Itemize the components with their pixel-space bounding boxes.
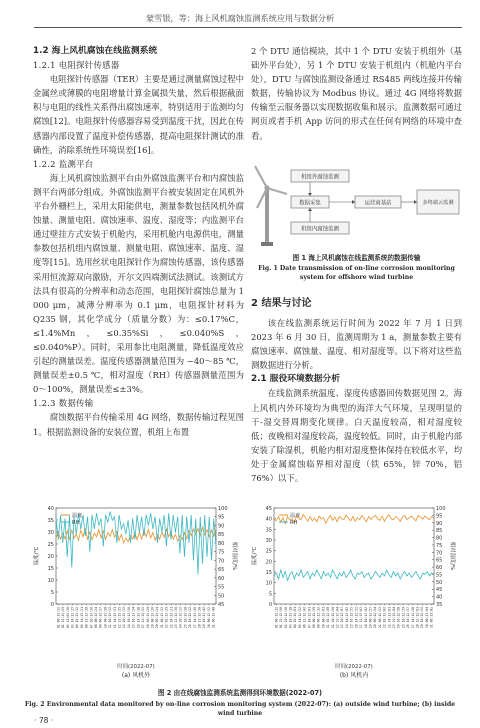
- section-heading-2-1: 2.1 服役环境数据分析: [251, 374, 341, 385]
- section-heading-2: 2 结果与讨论: [251, 298, 312, 309]
- y-tick-label-b: 45: [265, 506, 272, 512]
- y2-tick-label-b: 45: [436, 587, 443, 594]
- x-axis-title-b: 时间(2022-07): [335, 664, 373, 670]
- x-tick-label-b: 16 14:12:52: [354, 607, 359, 629]
- x-tick-label-a: 16 14:13:18: [136, 607, 141, 629]
- x-tick-label-b: 05 14:12:52: [297, 607, 302, 629]
- box3-label: 数据采集: [299, 200, 321, 207]
- x-tick-label-a: 18 10:13:29: [145, 607, 150, 629]
- figure-1-caption-zh: 图 1 海上风机腐蚀在线监测系统的数据传输: [292, 254, 421, 262]
- x-tick-label-a: 03 18:13:35: [70, 607, 75, 629]
- box5-label: 多终端云监测: [422, 200, 454, 206]
- y-tick-label-a: 10: [47, 578, 54, 584]
- box4-label: 运营商基站: [364, 200, 392, 207]
- box2-label: 机组内腐蚀监测: [301, 226, 339, 233]
- y2-tick-label-a: 75: [218, 549, 225, 556]
- box-data-acquisition: [291, 196, 329, 208]
- y-axis-title-a: 温度/℃: [34, 546, 40, 566]
- x-tick-label-b: 27 14:12:58: [410, 607, 415, 629]
- x-tick-label-b: 20 06:12:54: [373, 607, 378, 629]
- y2-tick-label-b: 60: [436, 565, 443, 572]
- x-tick-label-b: 26 16:12:57: [406, 607, 411, 629]
- paragraph-data-transmission: 腐蚀数据平台传输采用 4G 网络，数据传输过程见图 1。根据监测设备的安装位置，机组上布置: [33, 412, 244, 437]
- y2-tick-label-b: 75: [436, 542, 443, 549]
- y2-tick-label-a: 70: [218, 558, 225, 565]
- y2-tick-label-b: 85: [436, 528, 443, 535]
- x-tick-label-b: 02 20:12:36: [283, 607, 288, 629]
- x-tick-label-b: 19 08:12:57: [368, 607, 373, 629]
- y-tick-label-b: 0: [268, 602, 272, 608]
- y2-tick-label-a: 65: [218, 567, 225, 574]
- x-tick-label-a: 14 18:13:36: [126, 607, 131, 629]
- subsection-heading-1-2-3: 1.2.3 数据传输: [33, 398, 94, 409]
- y2-tick-label-b: 90: [436, 520, 443, 527]
- x-tick-label-a: 15 16:13:24: [131, 607, 136, 629]
- x-tick-label-a: 25 18:13:30: [183, 607, 188, 629]
- y2-tick-label-b: 40: [436, 594, 443, 601]
- x-tick-label-b: 22 02:13:02: [382, 607, 387, 629]
- x-tick-label-a: 24 20:13:32: [178, 607, 183, 629]
- x-tick-label-a: 05 14:13:31: [79, 607, 84, 629]
- y-tick-label-b: 30: [265, 538, 272, 544]
- x-tick-label-b: 04 16:13:01: [293, 607, 298, 629]
- right-column-top: [251, 44, 462, 143]
- y2-tick-label-a: 60: [218, 575, 225, 582]
- left-column: [33, 44, 244, 439]
- y2-tick-label-b: 50: [436, 579, 443, 586]
- y-tick-label-b: 25: [265, 548, 272, 555]
- x-tick-label-a: 22 24:13:31: [169, 607, 174, 629]
- figure-2-caption-zh: 图 2 由在线腐蚀监测系统监测得到环境数据(2022-07): [157, 689, 323, 697]
- box-cloud-terminals: [417, 190, 459, 214]
- x-tick-label-a: 23 22:13:36: [174, 607, 178, 629]
- y2-tick-label-a: 85: [218, 532, 225, 539]
- x-tick-label-b: 03 18:13:10: [288, 607, 293, 629]
- x-tick-label-b: 11 02:12:49: [326, 607, 331, 629]
- x-tick-label-b: 17 12:13:03: [359, 607, 364, 629]
- paragraph-resistance-probe: 电阻探针传感器（TER）主要是通过测量腐蚀过程中金属丝或薄膜的电阻增量计算金属损失量，然后根据截面积与电阻的线性关系得出腐蚀速率，特别适用于监测均匀腐蚀[12]。电阻探针传感器容易受到温度干扰，因此在传感器内部设置了温度补偿传感器，提高电阻探针测试的准确性，消除系统性环境误差[16]。: [33, 74, 244, 155]
- x-tick-label-a: 26 16:13:22: [188, 607, 193, 629]
- x-tick-label-b: 12 22:13:04: [335, 607, 340, 629]
- wind-turbine-icon: [255, 166, 287, 246]
- subsection-heading-1-2-1: 1.2.1 电阻探针传感器: [33, 60, 120, 71]
- paragraph-dtu: 2 个 DTU 通信模块，其中 1 个 DTU 安装于机组外（基础外平台处），另 1 个 DTU 安装于机组内（机舱内平台处），DTU 与腐蚀监测设备通过 RS485 两线连接并传输数据，传输协议为 Modbus 协议。通过 4G 网络将数据传输至云服务器以实现数据收集和展示。监测数据可通过网页或者手机 App 访问的形式在任何有网络的环境中查看。: [251, 46, 462, 141]
- x-tick-label-b: 25 18:12:59: [401, 607, 406, 629]
- y2-axis-title-b: 相对湿度/%: [449, 541, 455, 571]
- x-tick-label-a: 19 08:13:36: [150, 607, 155, 629]
- x-tick-label-a: 17 12:13:52: [141, 607, 146, 629]
- paragraph-monitoring-platform: 海上风机腐蚀监测平台由外腐蚀监测平台和内腐蚀监测平台两部分组成。外腐蚀监测平台被安装固定在风机外平台外栅栏上，采用太阳能供电，测量参数包括风机外腐蚀量、测量电阻、腐蚀速率、温度、湿度等；内监测平台通过壁挂方式安装于机舱内，采用机舱内电源供电，测量参数包括机组内腐蚀量、测量电阻、腐蚀速率、温度、湿度等[15]。选用丝状电阻探针作为腐蚀传感器，该传感器采用恒流源双向激励，开尔文四端测试法测试。该测试方法具有很高的分辨率和动态范围，电阻探针腐蚀总量为 1 000 μm，减薄分辨率为 0.1 μm，电阻探针材料为 Q235 钢，其化学成分（质量分数）为：≤0.17%C，≤1.4%Mn，≤0.35%Si，≤0.040%S，≤0.040%P）。同时，采用参比电阻测量，降低温度效应引起的测量误差。温度传感器测量范围为 −40～85 ℃，测量误差±0.5 ℃，相对湿度（RH）传感器测量范围为 0～100%，测量误差≤±3%。: [33, 172, 244, 395]
- x-tick-label-a: 12 22:13:35: [117, 607, 122, 629]
- y-tick-label-b: 40: [265, 516, 272, 523]
- y-tick-label-a: 5: [50, 590, 54, 596]
- y2-tick-label-a: 50: [218, 593, 225, 600]
- x-tick-label-b: 28 12:13:01: [415, 607, 420, 629]
- x-tick-label-b: 24 20:12:58: [396, 607, 401, 629]
- header-rule: [34, 27, 462, 28]
- y-tick-label-a: 30: [47, 530, 54, 536]
- box-base-station: [355, 196, 401, 208]
- box1-label: 机组外腐蚀监测: [301, 174, 339, 181]
- x-tick-label-b: 14 18:13:02: [344, 607, 349, 629]
- x-tick-label-b: 06 12:12:42: [302, 607, 307, 629]
- y-tick-label-a: 25: [47, 542, 54, 548]
- section-heading-1-2: 1.2 海上风机腐蚀在线监测系统: [33, 46, 158, 56]
- x-tick-label-b: 18 10:13:02: [363, 607, 368, 629]
- x-tick-label-a: 11 24:13:31: [112, 607, 117, 629]
- y2-tick-label-a: 80: [218, 540, 225, 547]
- x-tick-label-b: 08 08:12:59: [312, 607, 316, 629]
- y2-tick-label-a: 90: [218, 523, 225, 530]
- x-tick-label-a: 11 02:13:32: [108, 607, 113, 629]
- x-tick-label-a: 06 12:13:30: [84, 607, 89, 629]
- y-axis-title-b: 温度/℃: [252, 546, 258, 566]
- x-tick-label-b: 23 22:13:04: [392, 607, 396, 629]
- x-tick-label-a: 22 02:13:29: [164, 607, 169, 629]
- x-tick-label-a: 09 06:13:37: [98, 607, 103, 629]
- figure-2-charts: [30, 504, 466, 684]
- x-tick-label-b: 11 24:12:58: [330, 607, 335, 629]
- y2-tick-label-b: 80: [436, 535, 443, 542]
- y2-tick-label-b: 55: [436, 572, 443, 579]
- figure-1-captions: [251, 253, 462, 282]
- x-tick-label-b: 01 22:12:50: [279, 607, 284, 629]
- y2-tick-label-b: 95: [436, 513, 443, 520]
- legend-rh-label-a: RH: [72, 520, 80, 526]
- x-tick-label-b: 29 10:12:55: [420, 607, 425, 629]
- y-tick-label-a: 0: [50, 602, 54, 608]
- x-tick-label-b: 10 04:13:01: [321, 607, 326, 629]
- legend-temp-label-b: 温度: [290, 513, 301, 519]
- figure-1-diagram: [251, 160, 462, 250]
- rh-line-a: [56, 511, 216, 574]
- legend-rh-label-b: RH: [290, 520, 298, 526]
- x-tick-label-a: 01 00:13:32: [56, 607, 61, 629]
- subplot-label-a: (a) 风机外: [121, 672, 151, 679]
- legend-temp-label-a: 温度: [72, 513, 83, 519]
- y-tick-label-b: 20: [265, 559, 272, 566]
- y-tick-label-a: 35: [47, 518, 54, 524]
- box-internal-monitoring: [291, 222, 349, 234]
- y-tick-label-a: 20: [47, 554, 54, 560]
- y-tick-label-a: 15: [47, 566, 54, 572]
- y2-axis-title-a: 相对湿度/%: [231, 541, 237, 571]
- x-tick-label-a: 01 22:13:29: [61, 607, 66, 629]
- x-tick-label-a: 30 08:13:32: [206, 607, 211, 629]
- y2-tick-label-b: 65: [436, 557, 443, 564]
- y-tick-label-a: 40: [47, 506, 54, 512]
- subsection-heading-1-2-2: 1.2.2 监测平台: [33, 158, 94, 169]
- figure-2-caption-en: Fig. 2 Environmental data monitored by on-line corrosion monitoring system (2022-07): (a) outside wind turbine; (b) inside wind turbine: [24, 701, 456, 717]
- x-tick-label-a: 10 04:13:30: [103, 607, 108, 629]
- y-tick-label-b: 5: [268, 591, 272, 598]
- x-tick-label-b: 07 10:13:01: [307, 607, 312, 629]
- plot-frame-b: [274, 508, 434, 604]
- right-column-bottom: [251, 290, 462, 485]
- y2-tick-label-b: 100: [436, 506, 446, 512]
- x-tick-label-a: 21 04:13:32: [159, 607, 164, 629]
- x-tick-label-b: 09 06:13:12: [316, 607, 321, 629]
- x-tick-label-b: 21 04:12:53: [377, 607, 382, 629]
- x-tick-label-b: 30 08:13:04: [424, 607, 429, 629]
- x-axis-title-a: 时间(2022-07): [117, 664, 155, 670]
- x-tick-label-b: 13 20:13:07: [340, 607, 345, 629]
- subplot-label-b: (b) 风机内: [339, 672, 369, 679]
- x-tick-label-a: 08 08:13:24: [94, 607, 98, 629]
- x-tick-label-b: 15 16:12:55: [349, 607, 354, 629]
- rh-line-b: [274, 570, 434, 580]
- y-tick-label-b: 10: [265, 580, 272, 587]
- x-tick-label-b: 01 00:12:12: [274, 607, 279, 629]
- x-tick-label-b: 31 06:13:02: [429, 607, 434, 629]
- y2-tick-label-b: 70: [436, 550, 443, 557]
- x-tick-label-a: 20 06:13:24: [155, 607, 160, 629]
- x-tick-label-a: 28 12:13:30: [197, 607, 202, 629]
- y-tick-label-b: 35: [265, 527, 272, 534]
- y-tick-label-b: 15: [265, 570, 272, 576]
- x-tick-label-a: 07 10:13:36: [89, 607, 94, 629]
- paragraph-results-intro: 该在线监测系统运行时间为 2022 年 7 月 1 日到 2023 年 6 月 30 日，监测周期为 1 a，测量参数主要有腐蚀速率、腐蚀量、温度、相对湿度等。以下将对这些监测数据进行分析。: [251, 318, 462, 371]
- figure-1-caption-en: Fig. 1 Date transmission of on-line corrosion monitoring system for offshore wind turbine: [258, 265, 455, 281]
- box-external-monitoring: [291, 170, 349, 182]
- page-number: · 78 ·: [34, 716, 54, 725]
- y2-tick-label-a: 100: [218, 506, 228, 512]
- running-head: 蒙雪银，等：海上风机腐蚀监测系统应用与数据分析: [145, 13, 335, 23]
- x-tick-label-a: 13 20:13:32: [122, 607, 127, 629]
- x-tick-label-a: 04 16:13:32: [75, 607, 80, 629]
- x-tick-label-a: 27 14:13:36: [192, 607, 197, 629]
- y2-tick-label-a: 95: [218, 514, 225, 521]
- x-tick-label-a: 02 21:03:36: [65, 607, 70, 629]
- x-tick-label-a: 31 06:13:40: [211, 607, 216, 629]
- x-tick-label-a: 29 10:13:42: [202, 607, 207, 629]
- x-tick-label-b: 22 24:13:01: [387, 607, 392, 629]
- y2-tick-label-b: 35: [436, 602, 443, 608]
- paragraph-environment: 在线监测系统温度、湿度传感器回传数据见图 2。海上风机内外环境均为典型的海洋大气环境，呈现明显的干-湿交替周期变化规律。白天温度较高，相对湿度较低；夜晚相对湿度较高，温度较低。同时，由于机舱内部安装了除湿机，机舱内相对湿度整体保持在较低水平，均处于金属腐蚀临界相对湿度（铁 65%，锌 70%，铝 76%）以下。: [251, 388, 462, 484]
- y2-tick-label-a: 45: [218, 602, 225, 608]
- y2-tick-label-a: 55: [218, 584, 225, 591]
